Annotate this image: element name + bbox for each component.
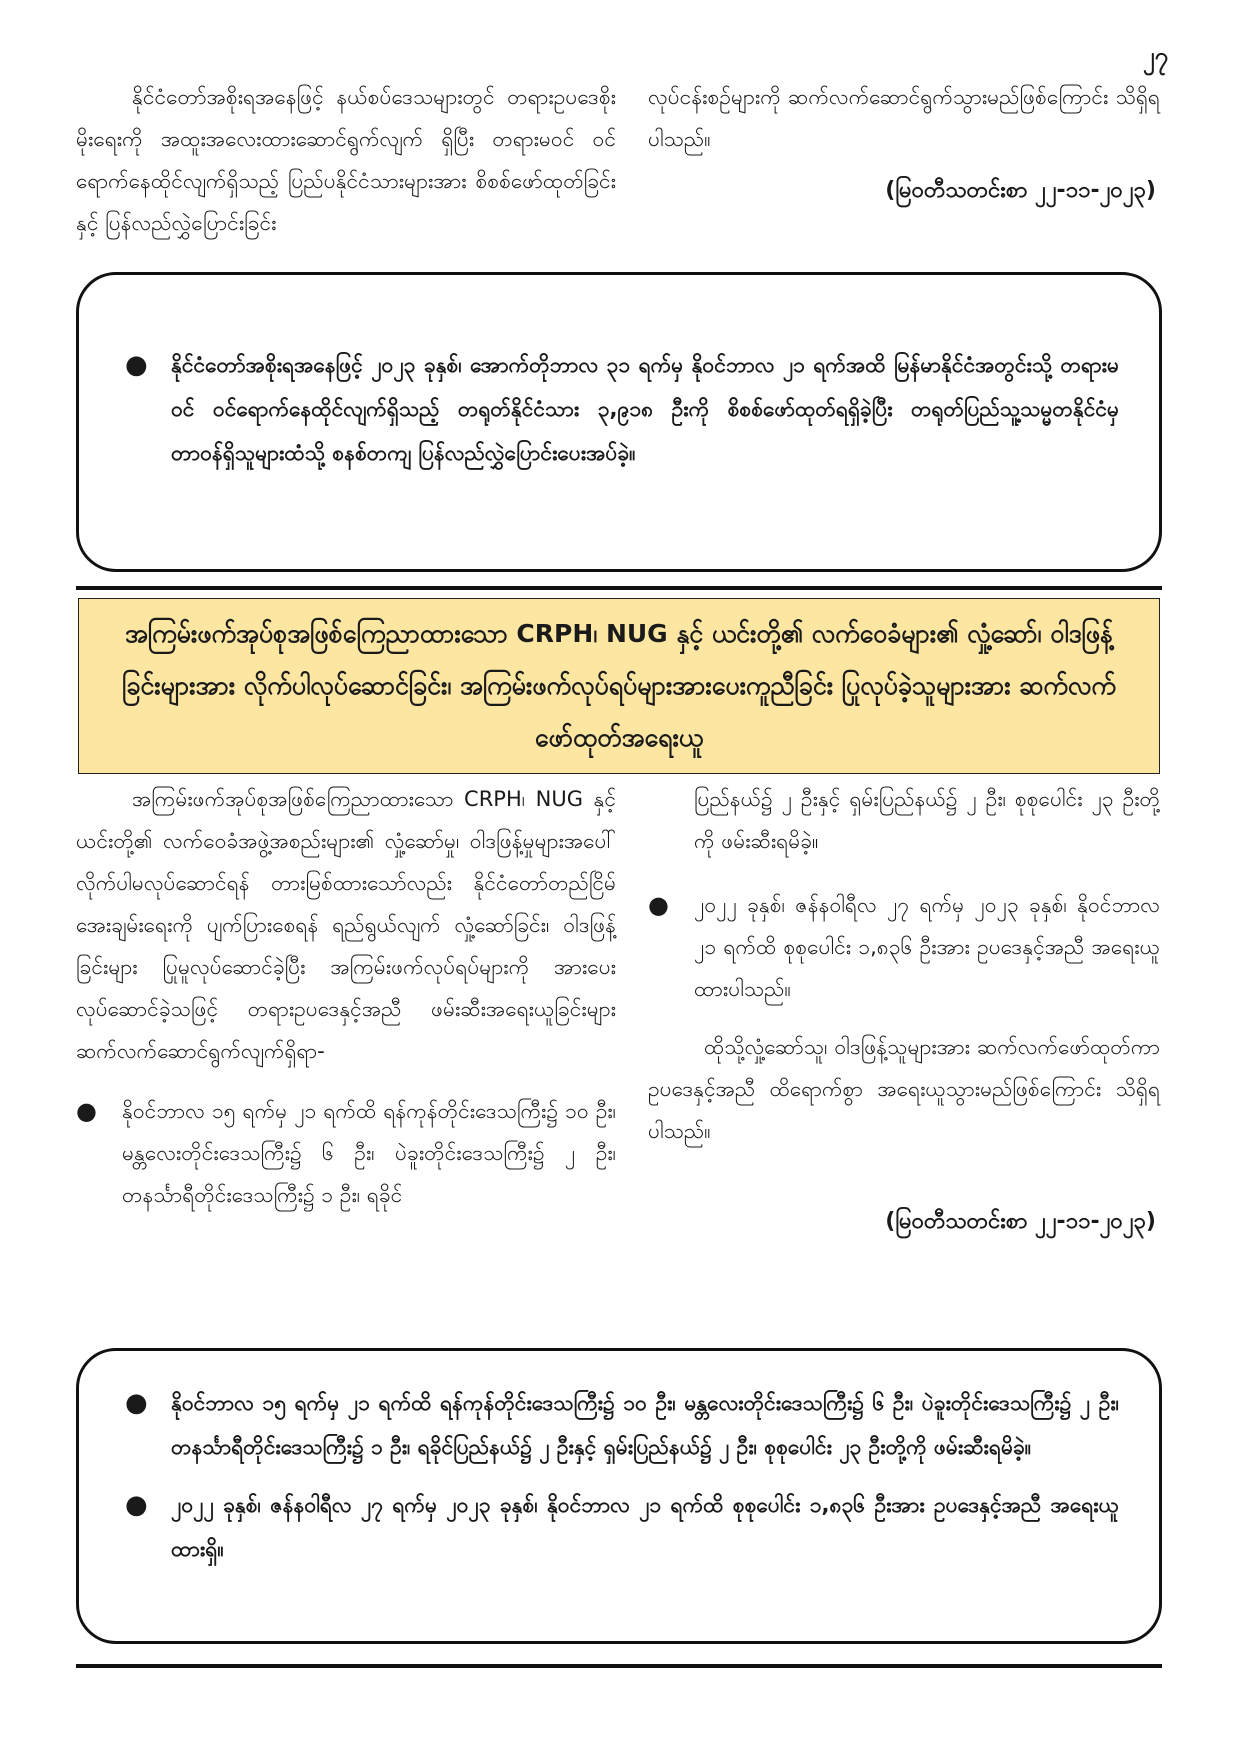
section-banner [78, 598, 1160, 774]
section1-left-paragraph: နိုင်ငံတော်အစိုးရအနေဖြင့် နယ်စပ်ဒေသများတွင် တရားဥပဒေစိုးမိုးရေးကို အထူးအလေးထားဆောင်ရွက်လျက် ရှိပြီး တရားမဝင် ဝင်ရောက်နေထိုင်လျက်ရှိသည့် ပြည်ပနိုင်ငံသားများအား စိစစ်ဖော်ထုတ်ခြင်းနှင့် ပြန်လည်လွှဲပြောင်းခြင်း [76, 85, 616, 235]
section2-source: (မြဝတီသတင်းစာ ၂၂-၁၁-၂၀၂၃) [885, 1209, 1156, 1234]
section2-left-list [76, 1090, 616, 1216]
section2-left-bullet: ● နိုဝင်ဘာလ ၁၅ ရက်မှ ၂၁ ရက်ထိ ရန်ကုန်တိုင်းဒေသကြီး၌ ၁၀ ဦး၊ မန္တလေးတိုင်းဒေသကြီး၌ ၆ ဦး၊ ပဲခူးတိုင်းဒေသကြီး၌ ၂ ဦး၊ တနင်္သာရီတိုင်းဒေသကြီး၌ ၁ ဦး၊ ရခိုင် [76, 1090, 616, 1216]
highlight-box-2-item: ● ၂၀၂၂ ခုနှစ်၊ ဇန်နဝါရီလ ၂၇ ရက်မှ ၂၀၂၃ ခုနှစ်၊ နိုဝင်ဘာလ ၂၁ ရက်ထိ စုစုပေါင်း ၁,၈၃၆ ဦးအား ဥပဒေနှင့်အညီ အရေးယူထားရှိ။ [125, 1483, 1119, 1571]
banner-title: အကြမ်းဖက်အုပ်စုအဖြစ်ကြေညာထားသော CRPH၊ NUG နှင့် ယင်းတို့၏ လက်ဝေခံများ၏ လှုံ့ဆော်၊ ဝါဒဖြန့်ခြင်းများအား လိုက်ပါလုပ်ဆောင်ခြင်း၊ အကြမ်းဖက်လုပ်ရပ်များအားပေးကူညီခြင်း ပြုလုပ်ခဲ့သူများအား ဆက်လက်ဖော်ထုတ်အရေးယူ [122, 619, 1116, 752]
section1-source: (မြဝတီသတင်းစာ ၂၂-၁၁-၂၀၂၃) [885, 178, 1156, 203]
section1-right-column [648, 76, 1160, 160]
section2-right-continuation: ပြည်နယ်၌ ၂ ဦးနှင့် ရှမ်းပြည်နယ်၌ ၂ ဦး၊ စုစုပေါင်း ၂၃ ဦးတို့ကို ဖမ်းဆီးရမိခဲ့။ [694, 787, 1160, 853]
highlight-box-1-item: ● နိုင်ငံတော်အစိုးရအနေဖြင့် ၂၀၂၃ ခုနှစ်၊ အောက်တိုဘာလ ၃၁ ရက်မှ နိုဝင်ဘာလ ၂၁ ရက်အထိ မြန်မာနိုင်ငံအတွင်းသို့ တရားမဝင် ဝင်ရောက်နေထိုင်လျက်ရှိသည့် တရုတ်နိုင်ငံသား ၃,၉၁၈ ဦးကို စိစစ်ဖော်ထုတ်ရရှိခဲ့ပြီး တရုတ်ပြည်သူ့သမ္မတနိုင်ငံမှ တာဝန်ရှိသူများထံသို့ စနစ်တကျ ပြန်လည်လွှဲပြောင်းပေးအပ်ခဲ့။ [125, 343, 1119, 475]
section1-right-paragraph: လုပ်ငန်းစဉ်များကို ဆက်လက်ဆောင်ရွက်သွားမည်ဖြစ်ကြောင်း သိရှိရပါသည်။ [648, 85, 1160, 151]
separator-rule-bottom [76, 1664, 1162, 1668]
section2-left-intro: အကြမ်းဖက်အုပ်စုအဖြစ်ကြေညာထားသော CRPH၊ NUG နှင့် ယင်းတို့၏ လက်ဝေခံအဖွဲ့အစည်းများ၏ လှုံ့ဆော်မှု၊ ဝါဒဖြန့်မှုများအပေါ် လိုက်ပါမလုပ်ဆောင်ရန် တားမြစ်ထားသော်လည်း နိုင်ငံတော်တည်ငြိမ်အေးချမ်းရေးကို ပျက်ပြားစေရန် ရည်ရွယ်လျက် လှုံ့ဆော်ခြင်း၊ ဝါဒဖြန့်ခြင်းများ ပြုမူလုပ်ဆောင်ခဲ့ပြီး အကြမ်းဖက်လုပ်ရပ်များကို အားပေးလုပ်ဆောင်ခဲ့သဖြင့် တရားဥပဒေနှင့်အညီ ဖမ်းဆီးအရေးယူခြင်းများ ဆက်လက်ဆောင်ရွက်လျက်ရှိရာ- [76, 787, 616, 1063]
section2-left-column [76, 778, 616, 1216]
bullet-icon: ● [76, 1097, 97, 1125]
bullet-icon: ● [125, 1388, 148, 1418]
section2-right-column [648, 778, 1160, 1152]
section2-right-paragraph: ထိုသို့လှုံ့ဆော်သူ၊ ဝါဒဖြန့်သူများအား ဆက်လက်ဖော်ထုတ်ကာ ဥပဒေနှင့်အညီ ထိရောက်စွာ အရေးယူသွားမည်ဖြစ်ကြောင်း သိရှိရပါသည်။ [648, 1035, 1160, 1143]
separator-rule-top [76, 586, 1162, 590]
bullet-icon: ● [125, 350, 148, 380]
bullet-icon: ● [648, 891, 669, 919]
highlight-box-1-list [125, 343, 1119, 475]
section2-right-bullet: ● ၂၀၂၂ ခုနှစ်၊ ဇန်နဝါရီလ ၂၇ ရက်မှ ၂၀၂၃ ခုနှစ်၊ နိုဝင်ဘာလ ၂၁ ရက်ထိ စုစုပေါင်း ၁,၈၃၆ ဦးအား ဥပဒေနှင့်အညီ အရေးယူထားပါသည်။ [648, 884, 1160, 1010]
bullet-icon: ● [125, 1490, 148, 1520]
page-number: ၂၇ [1142, 42, 1168, 70]
highlight-box-2-list [125, 1381, 1119, 1571]
section1-left-column [76, 76, 616, 256]
highlight-box-2-item: ● နိုဝင်ဘာလ ၁၅ ရက်မှ ၂၁ ရက်ထိ ရန်ကုန်တိုင်းဒေသကြီး၌ ၁၀ ဦး၊ မန္တလေးတိုင်းဒေသကြီး၌ ၆ ဦး၊ ပဲခူးတိုင်းဒေသကြီး၌ ၂ ဦး၊ တနင်္သာရီတိုင်းဒေသကြီး၌ ၁ ဦး၊ ရခိုင်ပြည်နယ်၌ ၂ ဦးနှင့် ရှမ်းပြည်နယ်၌ ၂ ဦး၊ စုစုပေါင်း ၂၃ ဦးတို့ကို ဖမ်းဆီးရမိခဲ့။ [125, 1381, 1119, 1469]
highlight-box-2 [76, 1348, 1162, 1644]
section2-right-list [648, 884, 1160, 1010]
highlight-box-1 [76, 272, 1162, 572]
